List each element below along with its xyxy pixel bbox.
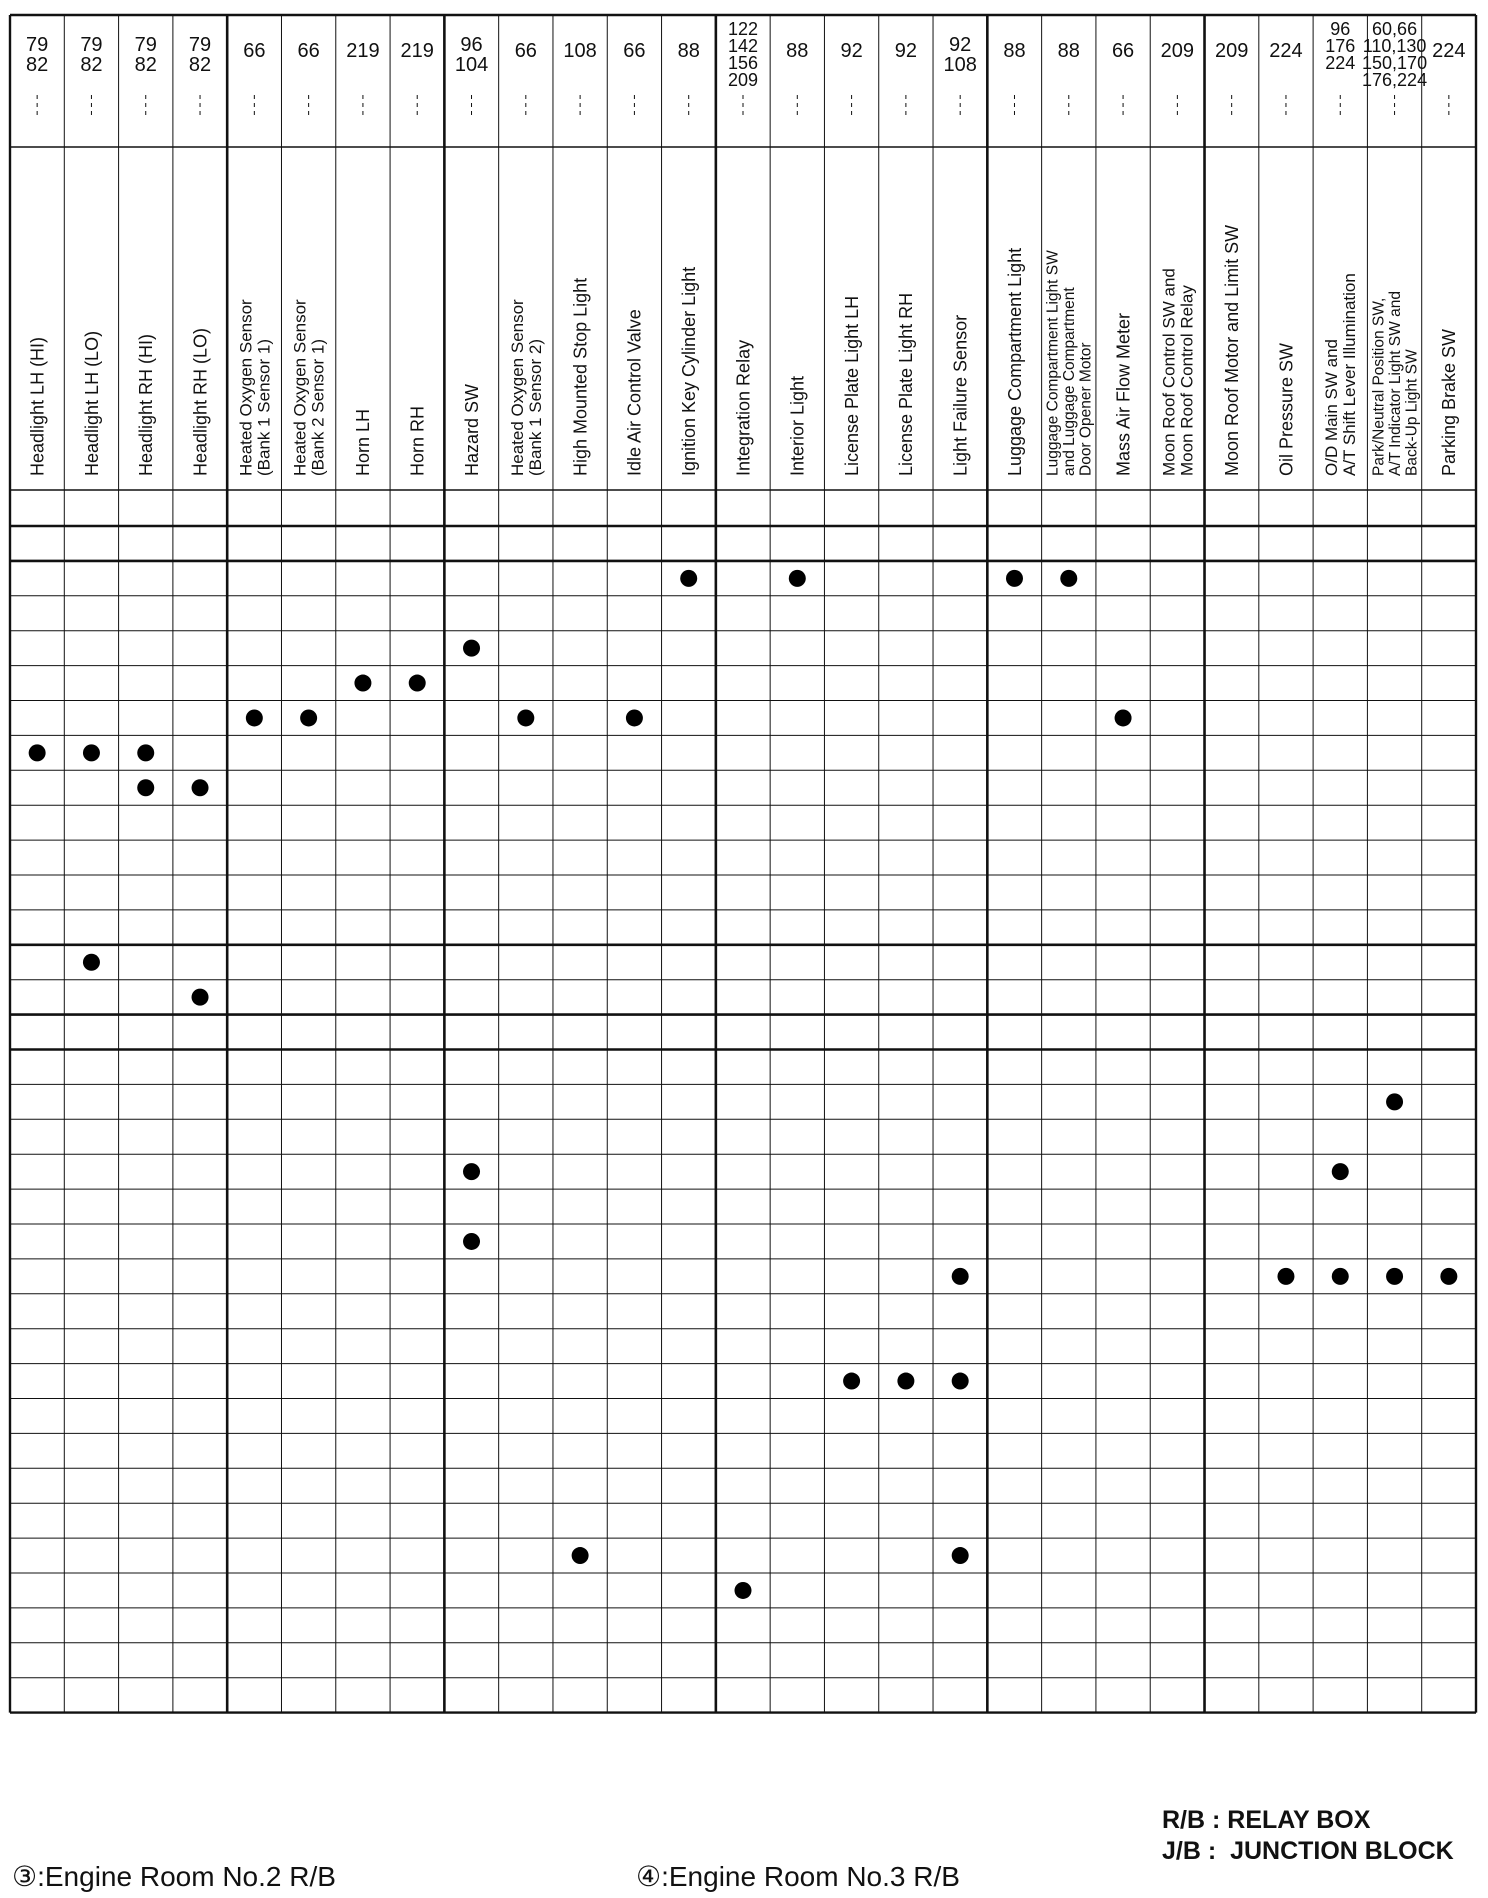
page-ref-26-4: 176,224: [1362, 70, 1428, 90]
column-header-26: [1370, 291, 1420, 476]
connection-dot: [354, 675, 371, 692]
connection-dot: [517, 709, 534, 726]
column-name-line: Horn LH: [353, 408, 374, 476]
column-name-line: Headlight LH (LO): [81, 330, 102, 476]
page-ref-7-1: 219: [346, 40, 380, 62]
column-name-line: Moon Roof Control SW and: [1159, 268, 1179, 476]
column-name-line: Headlight LH (HI): [27, 336, 48, 476]
column-name-line: (Bank 2 Sensor 1): [308, 338, 328, 476]
column-header-12: [625, 309, 645, 476]
column-header-2: [82, 331, 102, 476]
connection-dot: [1386, 1268, 1403, 1285]
column-name-line: Light Failure Sensor: [950, 314, 971, 476]
column-header-5: [236, 299, 273, 476]
page-ref-18-2: 108: [943, 54, 977, 76]
column-name-line: Headlight RH (LO): [190, 327, 211, 476]
connection-dot: [1006, 570, 1023, 587]
page-ref-26-1: 60,66: [1372, 19, 1418, 39]
column-name-line: Horn RH: [407, 405, 428, 476]
column-header-8: [408, 406, 428, 476]
column-header-11: [570, 278, 590, 476]
connection-dot: [1115, 709, 1132, 726]
caption-engine-room-no2: ③:Engine Room No.2 R/B: [12, 1861, 336, 1892]
column-name-line: License Plate Light RH: [896, 292, 917, 476]
column-header-27: [1439, 329, 1459, 476]
column-name-line: Park/Neutral Position SW,: [1370, 297, 1388, 476]
page-ref-9-2: 104: [454, 54, 489, 76]
page-ref-6-1: 66: [297, 40, 320, 62]
page-ref-14-4: 209: [727, 70, 759, 90]
page-ref-19-1: 88: [1003, 40, 1026, 62]
connection-dot: [1060, 570, 1077, 587]
page-ref-26-2: 110,130: [1362, 36, 1427, 56]
column-name-line: Oil Pressure SW: [1276, 342, 1297, 476]
page-ref-1-2: 82: [26, 54, 49, 76]
column-header-18: [950, 315, 970, 476]
page-ref-21-1: 66: [1111, 40, 1135, 62]
page-ref-4-1: 79: [188, 34, 212, 56]
column-name-line: Mass Air Flow Meter: [1113, 312, 1134, 476]
connection-dot: [1440, 1268, 1457, 1285]
column-header-10: [508, 299, 545, 476]
connection-dot: [83, 744, 100, 761]
connection-dot: [409, 675, 426, 692]
legend-junction-block: J/B : JUNCTION BLOCK: [1162, 1837, 1454, 1865]
column-name-line: Integration Relay: [733, 339, 754, 476]
connection-dot: [735, 1582, 752, 1599]
connection-dot: [246, 709, 263, 726]
connection-dot: [463, 640, 480, 657]
page-ref-27-1: 224: [1432, 40, 1466, 62]
column-name-line: Heated Oxygen Sensor: [236, 299, 256, 476]
column-header-1: [27, 337, 47, 476]
page-ref-14-2: 142: [727, 36, 759, 56]
column-header-17: [896, 293, 916, 476]
page-ref-11-1: 108: [563, 40, 597, 62]
connection-dot: [83, 954, 100, 971]
column-header-15: [788, 376, 808, 476]
column-header-20: [1045, 250, 1095, 476]
column-name-line: Moon Roof Control Relay: [1177, 285, 1197, 476]
column-header-19: [1005, 248, 1025, 476]
page-ref-15-1: 88: [786, 40, 809, 62]
page-ref-12-1: 66: [623, 40, 646, 62]
column-header-25: [1322, 273, 1359, 476]
column-header-9: [462, 384, 482, 476]
page-ref-9-1: 96: [460, 34, 483, 56]
connection-dot: [1332, 1163, 1349, 1180]
connection-dot: [137, 779, 154, 796]
column-name-line: Idle Air Control Valve: [624, 309, 645, 476]
page-ref-20-1: 88: [1057, 40, 1080, 62]
column-header-23: [1222, 225, 1242, 476]
legend: [1162, 1805, 1454, 1867]
connection-dot: [952, 1268, 969, 1285]
page-ref-2-1: 79: [80, 34, 103, 56]
column-header-22: [1159, 268, 1196, 476]
page-ref-25-1: 96: [1330, 19, 1351, 39]
legend-relay-box: R/B : RELAY BOX: [1162, 1806, 1371, 1834]
column-name-line: Heated Oxygen Sensor: [507, 299, 527, 476]
column-name-line: Ignition Key Cylinder Light: [679, 266, 700, 476]
connection-dot: [1386, 1093, 1403, 1110]
column-name-line: High Mounted Stop Light: [570, 277, 591, 476]
connection-dot: [463, 1233, 480, 1250]
page-ref-24-1: 224: [1269, 40, 1303, 62]
column-name-line: Luggage Compartment Light SW: [1044, 250, 1062, 476]
connection-dot: [1332, 1268, 1349, 1285]
column-header-3: [136, 334, 156, 476]
column-name-line: O/D Main SW and: [1322, 339, 1342, 476]
page-ref-13-1: 88: [677, 40, 700, 62]
connection-dot: [952, 1547, 969, 1564]
connection-dot: [952, 1373, 969, 1390]
page-ref-23-1: 209: [1214, 40, 1249, 62]
column-header-24: [1276, 343, 1296, 476]
column-header-21: [1113, 313, 1133, 476]
column-name-line: and Luggage Compartment: [1061, 287, 1079, 476]
page-ref-17-1: 92: [894, 40, 918, 62]
page-ref-3-2: 82: [134, 54, 157, 76]
connection-dot: [463, 1163, 480, 1180]
column-name-line: A/T Shift Lever Illumination: [1340, 273, 1360, 476]
connection-dot: [897, 1373, 914, 1390]
connection-dot: [137, 744, 154, 761]
column-header-6: [291, 299, 328, 476]
connection-dot: [192, 779, 209, 796]
page-ref-16-1: 92: [840, 40, 863, 62]
column-header-7: [353, 409, 373, 476]
connection-dot: [626, 709, 643, 726]
column-name-line: Hazard SW: [461, 383, 482, 476]
page-ref-2-2: 82: [80, 54, 103, 76]
column-name-line: Moon Roof Motor and Limit SW: [1221, 224, 1242, 476]
column-name-line: Back-Up Light SW: [1403, 349, 1421, 476]
column-name-line: Heated Oxygen Sensor: [290, 299, 310, 476]
connection-dot: [192, 989, 209, 1006]
column-header-4: [190, 328, 210, 476]
column-header-13: [679, 267, 699, 476]
page-ref-26-3: 150,170: [1362, 53, 1428, 73]
page-ref-8-1: 219: [400, 40, 434, 62]
page-ref-10-1: 66: [514, 40, 537, 62]
page-ref-5-1: 66: [243, 40, 266, 62]
column-name-line: Parking Brake SW: [1439, 328, 1460, 476]
column-name-line: License Plate Light LH: [841, 295, 862, 476]
column-name-line: Door Opener Motor: [1077, 342, 1095, 476]
page-ref-1-1: 79: [26, 34, 49, 56]
column-name-line: (Bank 1 Sensor 2): [525, 338, 545, 476]
page-ref-3-1: 79: [134, 34, 157, 56]
connection-dot: [1277, 1268, 1294, 1285]
column-header-16: [842, 296, 862, 476]
connection-dot: [789, 570, 806, 587]
connection-dot: [572, 1547, 589, 1564]
caption-engine-room-no3: ④:Engine Room No.3 R/B: [636, 1861, 960, 1892]
page-ref-25-3: 224: [1325, 53, 1356, 73]
connection-dot: [300, 709, 317, 726]
page-ref-22-1: 209: [1160, 40, 1195, 62]
connection-dot: [843, 1373, 860, 1390]
page-ref-14-1: 122: [727, 19, 759, 39]
page-ref-4-2: 82: [188, 54, 212, 76]
column-name-line: Interior Light: [787, 375, 808, 476]
connection-dot: [680, 570, 697, 587]
column-name-line: A/T Indicator Light SW and: [1386, 291, 1404, 476]
column-header-14: [733, 340, 753, 476]
page-ref-18-1: 92: [949, 34, 972, 56]
column-name-line: (Bank 1 Sensor 1): [254, 338, 274, 476]
page-ref-25-2: 176: [1325, 36, 1356, 56]
connection-dot: [29, 744, 46, 761]
column-name-line: Headlight RH (HI): [136, 333, 157, 476]
page-ref-14-3: 156: [727, 53, 759, 73]
column-name-line: Luggage Compartment Light: [1004, 247, 1025, 476]
